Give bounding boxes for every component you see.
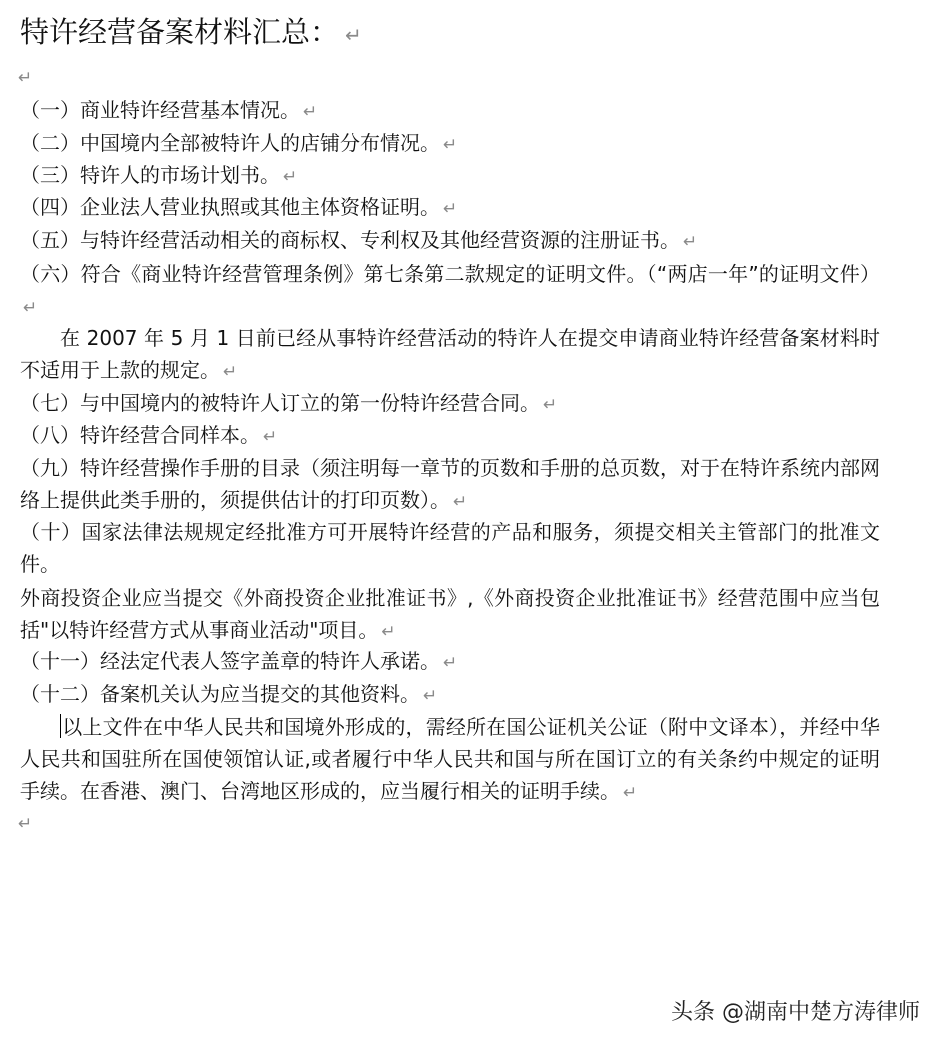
list-item-text: （六）符合《商业特许经营管理条例》第七条第二款规定的证明文件。（“两店一年”的证明文件） (20, 262, 880, 286)
paragraph-mark-icon: ↵ (18, 814, 33, 834)
list-item (20, 679, 437, 711)
paragraph-mark-icon: ↵ (543, 395, 558, 415)
paragraph-mark-icon: ↵ (443, 199, 458, 219)
paragraph-mark-icon: ↵ (223, 362, 238, 382)
paragraph-mark-icon: ↵ (443, 653, 458, 673)
list-item-text: （三）特许人的市场计划书。 (20, 163, 280, 187)
paragraph-mark-icon: ↵ (263, 427, 278, 447)
paragraph-mark-icon: ↵ (303, 102, 318, 122)
watermark: 头条 @湖南中楚方涛律师 (671, 1000, 920, 1025)
note-paragraph (20, 322, 880, 388)
paragraph-mark-icon: ↵ (23, 298, 38, 318)
note-text: 外商投资企业应当提交《外商投资企业批准证书》,《外商投资企业批准证书》经营范围中应当包括"以特许经营方式从事商业活动"项目。 (20, 586, 880, 642)
note-paragraph (20, 582, 880, 648)
list-item-text: （十二）备案机关认为应当提交的其他资料。 (20, 682, 420, 706)
paragraph-mark-icon: ↵ (623, 783, 638, 803)
list-item-text: （四）企业法人营业执照或其他主体资格证明。 (20, 195, 440, 219)
closing-text: 以上文件在中华人民共和国境外形成的，需经所在国公证机关公证（附中文译本），并经中华人民共和国驻所在国使领馆认证,或者履行中华人民共和国与所在国订立的有关条约中规定的证明手续。在香港、澳门、台湾地区形成的，应当履行相关的证明手续。 (20, 715, 880, 803)
list-item (20, 225, 697, 257)
list-item (20, 95, 317, 127)
paragraph-mark-icon: ↵ (453, 492, 468, 512)
list-item (20, 192, 457, 224)
list-item-text: （十一）经法定代表人签字盖章的特许人承诺。 (20, 649, 440, 673)
list-item-text: （七）与中国境内的被特许人订立的第一份特许经营合同。 (20, 391, 540, 415)
list-item-text: （五）与特许经营活动相关的商标权、专利权及其他经营资源的注册证书。 (20, 228, 680, 252)
note-text: 在 2007 年 5 月 1 日前已经从事特许经营活动的特许人在提交申请商业特许经营备案材料时不适用于上款的规定。 (20, 326, 880, 382)
list-item (20, 646, 457, 678)
list-item-text: （九）特许经营操作手册的目录（须注明每一章节的页数和手册的总页数，对于在特许系统内部网络上提供此类手册的，须提供估计的打印页数）。 (20, 456, 880, 512)
list-item-text: （一）商业特许经营基本情况。 (20, 98, 300, 122)
list-item-text: （十）国家法律法规规定经批准方可开展特许经营的产品和服务，须提交相关主管部门的批准文件。 (20, 520, 880, 576)
list-item (20, 128, 457, 160)
list-item (20, 420, 277, 452)
paragraph-mark-icon: ↵ (423, 686, 438, 706)
list-item (20, 388, 557, 420)
title-text: 特许经营备案材料汇总： (20, 15, 340, 49)
list-item (20, 160, 297, 192)
paragraph-mark-icon: ↵ (18, 68, 33, 88)
list-item (20, 516, 880, 580)
paragraph-mark-icon: ↵ (345, 23, 362, 47)
paragraph-mark-icon: ↵ (381, 622, 396, 642)
list-item (20, 452, 880, 518)
closing-paragraph[interactable] (20, 711, 880, 809)
paragraph-mark-icon: ↵ (683, 232, 698, 252)
document-title (20, 10, 362, 57)
paragraph-mark-icon: ↵ (443, 135, 458, 155)
paragraph-mark-icon: ↵ (283, 167, 298, 187)
list-item (20, 258, 880, 324)
list-item-text: （二）中国境内全部被特许人的店铺分布情况。 (20, 131, 440, 155)
text-cursor (60, 714, 61, 738)
list-item-text: （八）特许经营合同样本。 (20, 423, 260, 447)
